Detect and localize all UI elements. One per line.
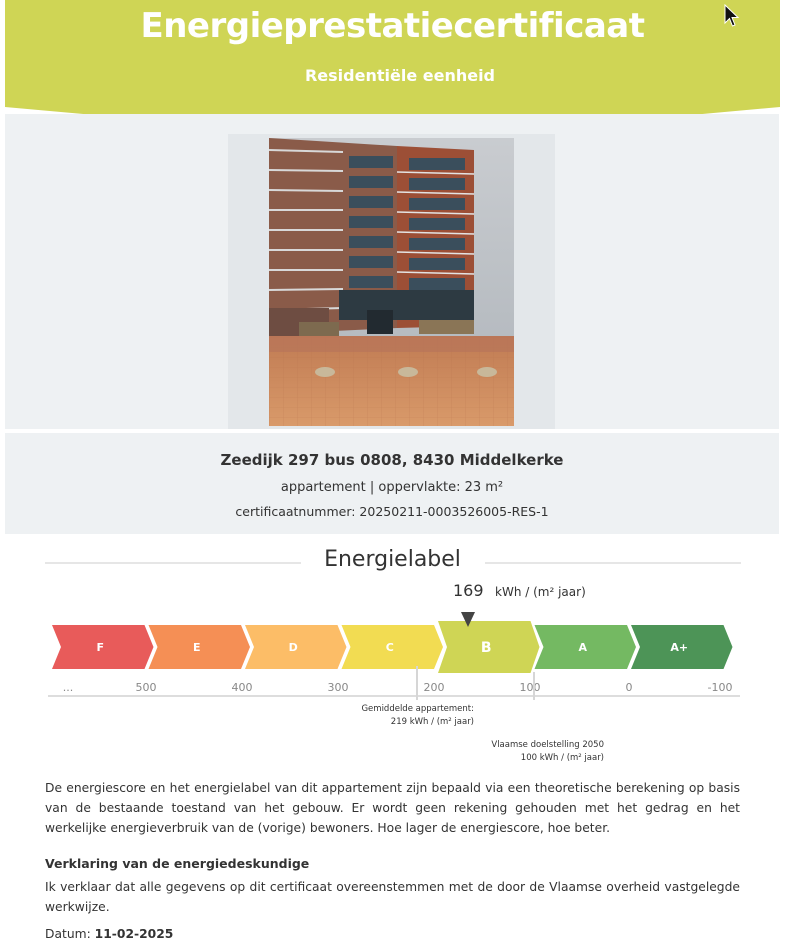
photo-section [5, 114, 779, 429]
page-title: Energieprestatiecertificaat [140, 6, 645, 46]
property-info [5, 433, 779, 534]
scale-tick-label: 0 [625, 681, 633, 694]
property-address: Zeedijk 297 bus 0808, 8430 Middelkerke [220, 451, 564, 469]
energy-class-label: D [288, 641, 298, 654]
scale-tick-label: 400 [231, 681, 253, 694]
scale-tick-label: 100 [519, 681, 541, 694]
flemish-goal-note [420, 739, 604, 765]
goal-note-line1: Vlaamse doelstelling 2050 [491, 740, 604, 750]
explanation-paragraph: De energiescore en het energielabel van dit appartement zijn bepaald via een theoretische berekening op basis van de bestaande toestand van het gebouw. Er wordt geen rekening gehouden met het gedrag en het werkelijke energieverbruik van de (vorige) bewoners. Hoe lager de energiescore, hoe beter. [45, 781, 740, 835]
average-note-line2: 219 kWh / (m² jaar) [390, 717, 474, 727]
scale-tick-label: 500 [135, 681, 157, 694]
energy-score-unit: kWh / (m² jaar) [495, 585, 586, 599]
scale-tick-label: 200 [423, 681, 445, 694]
property-details: appartement | oppervlakte: 23 m² [280, 480, 504, 495]
declaration-title: Verklaring van de energiedeskundige [45, 856, 310, 871]
energy-class-label: A [578, 641, 588, 654]
certificate-number: certificaatnummer: 20250211-0003526005-RES-1 [235, 504, 549, 519]
declaration-text: Ik verklaar dat alle gegevens op dit certificaat overeenstemmen met de door de Vlaamse overheid vastgelegde werkwijze. [45, 880, 740, 914]
scale-tick-label: 300 [327, 681, 349, 694]
date-value: 11-02-2025 [94, 927, 174, 941]
date-label: Datum: [45, 927, 91, 941]
goal-note-line2: 100 kWh / (m² jaar) [520, 753, 604, 763]
energy-class-label: A+ [670, 641, 689, 654]
energy-class-label: F [96, 641, 105, 654]
energy-class-label: B [480, 640, 492, 656]
scale-tick-label: ... [62, 681, 74, 694]
date-line [45, 927, 173, 941]
energy-score-value: 169 [453, 581, 484, 600]
average-apartment-note [290, 703, 474, 729]
page-subtitle: Residentiële eenheid [304, 66, 496, 85]
photo-frame [228, 134, 555, 429]
building-photo-icon [269, 138, 514, 426]
energy-label-title: Energielabel [324, 547, 461, 572]
energy-class-label: E [192, 641, 201, 654]
energy-class-label: C [385, 641, 394, 654]
mouse-cursor-icon [724, 4, 740, 32]
scale-tick-label: -100 [707, 681, 733, 694]
energy-label-scale [0, 600, 800, 705]
average-note-line1: Gemiddelde appartement: [361, 704, 474, 714]
